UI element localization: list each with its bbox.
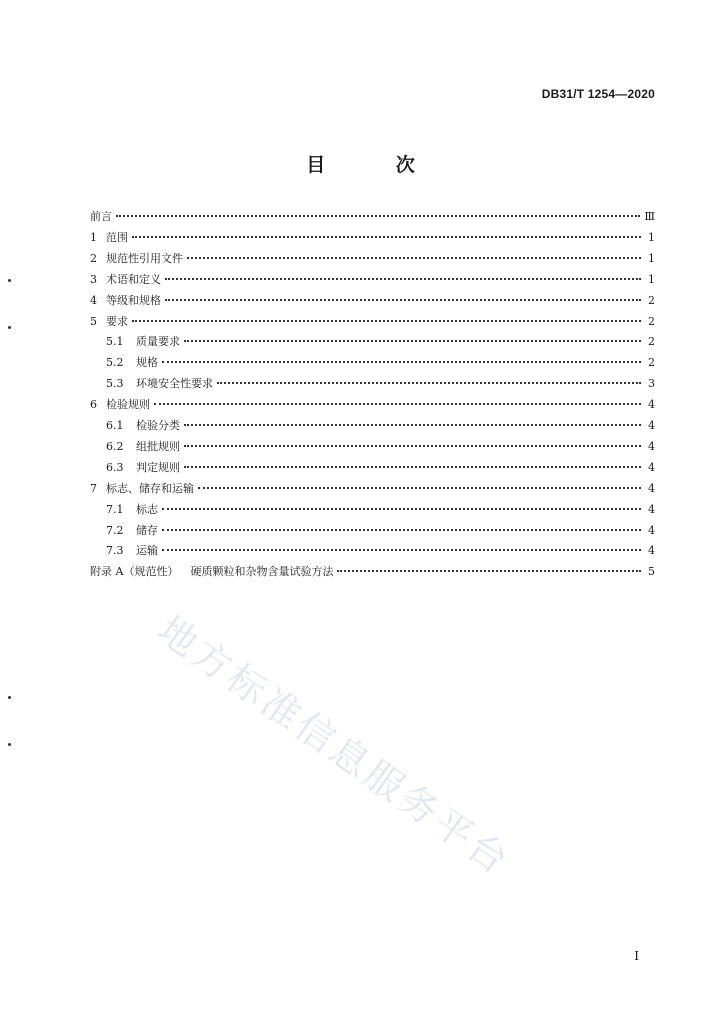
toc-entry[interactable] <box>106 331 655 347</box>
toc-entry-number: 5.1 <box>106 335 124 348</box>
standard-code: DB31/T 1254—2020 <box>541 87 655 101</box>
toc-entry-number: 6.1 <box>106 419 124 432</box>
toc-entry-number: 7.3 <box>106 544 124 557</box>
watermark: 地方标准信息服务平台 <box>149 607 519 885</box>
toc-leader-dots <box>165 266 641 280</box>
toc-entry[interactable] <box>106 520 655 536</box>
toc-entry-label: 前言 <box>90 210 112 223</box>
toc-leader-dots <box>162 537 641 551</box>
toc-leader-dots <box>184 328 641 342</box>
toc-entry-number: 6 <box>90 398 97 411</box>
toc-leader-dots <box>162 496 641 510</box>
toc-entry-label: 规范性引用文件 <box>106 252 183 265</box>
toc-entry-label: 标志 <box>136 503 158 516</box>
toc-leader-dots <box>154 391 641 405</box>
toc-entry-page: Ⅲ <box>644 210 655 223</box>
toc-leader-dots <box>198 475 641 489</box>
toc-entry[interactable] <box>106 352 655 368</box>
toc-entry-page: 2 <box>648 356 655 369</box>
toc-entry-number: 7 <box>90 482 97 495</box>
page-number: I <box>634 949 639 963</box>
toc-entry-label: 规格 <box>136 356 158 369</box>
toc-title: 目 次 <box>306 154 447 176</box>
toc-entry[interactable] <box>90 227 655 243</box>
toc-entry[interactable] <box>106 436 655 452</box>
toc-entry-page: 4 <box>648 440 655 453</box>
toc-entry[interactable] <box>90 269 655 285</box>
toc-leader-dots <box>187 245 641 259</box>
toc-leader-dots <box>337 558 641 572</box>
toc-entry-label: 要求 <box>106 315 128 328</box>
toc-entry-label: 标志、储存和运输 <box>106 482 194 495</box>
toc-entry-label: 检验分类 <box>136 419 180 432</box>
toc-entry-page: 3 <box>648 377 655 390</box>
toc-entry[interactable] <box>106 457 655 473</box>
toc-entry-label: 储存 <box>136 524 158 537</box>
toc-entry-number: 6.3 <box>106 461 124 474</box>
toc-leader-dots <box>184 454 641 468</box>
scan-mark <box>8 279 11 282</box>
toc-leader-dots <box>217 370 641 384</box>
toc-entry-number: 5.2 <box>106 356 124 369</box>
toc-entry-label: 等级和规格 <box>106 294 161 307</box>
toc-entry-label: 术语和定义 <box>106 273 161 286</box>
toc-entry-page: 2 <box>648 294 655 307</box>
toc-entry-page: 4 <box>648 503 655 516</box>
toc-entry-label: 硬质颗粒和杂物含量试验方法 <box>190 565 334 578</box>
toc-entry[interactable] <box>90 394 655 410</box>
toc-entry[interactable] <box>90 248 655 264</box>
toc-entry[interactable] <box>90 478 655 494</box>
toc-entry-page: 5 <box>648 565 655 578</box>
toc-entry-page: 1 <box>648 252 655 265</box>
toc-entry[interactable] <box>106 540 655 556</box>
scan-mark <box>8 326 11 329</box>
toc-entry-page: 1 <box>648 231 655 244</box>
toc-entry-number: 5 <box>90 315 97 328</box>
toc-entry-number: 5.3 <box>106 377 124 390</box>
toc-entry-number: 6.2 <box>106 440 124 453</box>
toc-entry-page: 4 <box>648 544 655 557</box>
toc-entry[interactable] <box>90 311 655 327</box>
toc-entry[interactable] <box>90 206 655 222</box>
toc-entry-number: 7.2 <box>106 524 124 537</box>
toc-entry-number: 1 <box>90 231 97 244</box>
toc-entry-number: 3 <box>90 273 97 286</box>
toc-entry-page: 4 <box>648 524 655 537</box>
toc-entry-page: 4 <box>648 419 655 432</box>
toc-entry-label: 范围 <box>106 231 128 244</box>
toc-entry-page: 2 <box>648 335 655 348</box>
toc-entry-page: 4 <box>648 482 655 495</box>
toc-entry[interactable] <box>90 290 655 306</box>
toc-entry[interactable] <box>90 561 655 577</box>
toc-entry[interactable] <box>106 415 655 431</box>
toc-leader-dots <box>132 308 641 322</box>
toc-leader-dots <box>184 433 641 447</box>
toc-leader-dots <box>165 287 641 301</box>
toc-leader-dots <box>132 224 641 238</box>
scan-mark <box>8 743 11 746</box>
toc-entry-page: 1 <box>648 273 655 286</box>
toc-leader-dots <box>162 517 641 531</box>
toc-leader-dots <box>184 412 641 426</box>
toc-entry-page: 4 <box>648 461 655 474</box>
toc-leader-dots <box>116 203 640 217</box>
toc-entry-page: 4 <box>648 398 655 411</box>
toc-entry-label: 判定规则 <box>136 461 180 474</box>
toc-entry-label: 环境安全性要求 <box>136 377 213 390</box>
toc-entry-number: 2 <box>90 252 97 265</box>
toc-entry-label: 组批规则 <box>136 440 180 453</box>
toc-entry-label: 运输 <box>136 544 158 557</box>
toc-entry[interactable] <box>106 499 655 515</box>
toc-leader-dots <box>162 349 641 363</box>
toc-entry-number: 4 <box>90 294 97 307</box>
scan-mark <box>8 696 11 699</box>
toc-entry[interactable] <box>106 373 655 389</box>
toc-entry-page: 2 <box>648 315 655 328</box>
toc-entry-number: 7.1 <box>106 503 124 516</box>
toc-entry-label: 检验规则 <box>106 398 150 411</box>
toc-entry-number: 附录 A（规范性） <box>90 565 179 578</box>
toc-entry-label: 质量要求 <box>136 335 180 348</box>
